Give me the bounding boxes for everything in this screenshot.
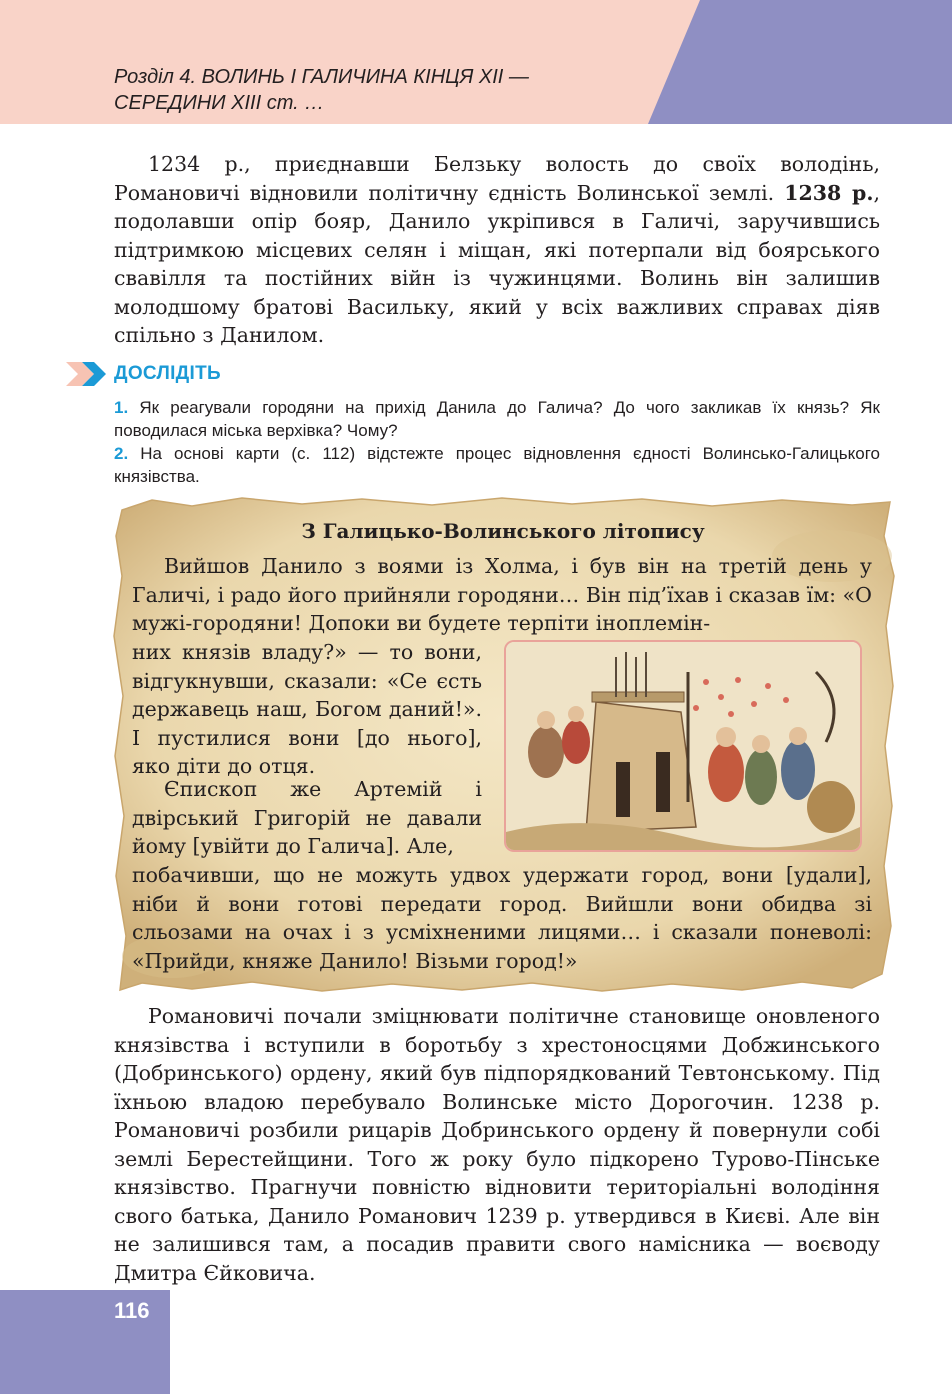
intro-text-1: 1234 р., приєднавши Белзьку волость до своїх володінь, Романовичі відновили політичну єдність Волинської землі. <box>114 152 880 205</box>
chronicle-miniature-image <box>504 640 862 852</box>
task-number: 2. <box>114 444 129 463</box>
chapter-title <box>114 64 529 116</box>
intro-bold-year: 1238 р. <box>784 180 874 205</box>
task-text: Як реагували городяни на прихід Данила до Галича? До чого закликав їх князь? Як поводилася міська верхівка? Чому? <box>114 398 880 440</box>
chapter-title-line-2: СЕРЕДИНИ XIII ст. … <box>114 92 325 114</box>
research-heading <box>66 362 221 386</box>
chronicle-title: З Галицько-Волинського літопису <box>301 519 705 543</box>
intro-paragraph <box>114 150 880 350</box>
research-task-1 <box>114 397 880 442</box>
intro-text-2: , подолавши опір бояр, Данило укріпився в Галичі, заручившись підтримкою місцевих селян і міщан, які потерпали від боярського свавілля та постійних війн із чужинцями. Волинь він залишив молодшому братові Васильку, який у всіх важливих справах діяв спільно з Данилом. <box>114 180 880 347</box>
chronicle-ending: побачивши, що не можуть удвох удержати город, вони [удали], ніби й вони готові передати город. Вийшли вони обидва зі сльозами на очах і з усміхненими лицями… і сказали поневолі: «Прийди, княже Данило! Візьми город!» <box>132 863 872 973</box>
task-text: На основі карти (с. 112) відстежте процес відновлення єдності Волинсько-Галицького князівства. <box>114 444 880 486</box>
research-task-2 <box>114 443 880 488</box>
double-chevron-icon <box>66 362 106 386</box>
research-title: ДОСЛІДІТЬ <box>114 363 221 384</box>
chronicle-opening-text: Вийшов Данило з воями із Холма, і був він на третій день у Галичі, і радо його прийняли городяни… Він під’їхав і сказав їм: «О мужі-городяни! Допоки ви будете терпіти іноплемін- <box>132 554 872 636</box>
chronicle-narrow-block-2 <box>132 775 482 861</box>
chapter-title-line-1: Розділ 4. ВОЛИНЬ І ГАЛИЧИНА КІНЦЯ XII — <box>114 66 529 88</box>
chronicle-narrow-text-2: Єпископ же Артемій і двірський Григорій не давали йому [увійти до Галича]. Але, <box>132 777 482 859</box>
main-paragraph <box>114 1002 880 1287</box>
task-number: 1. <box>114 398 129 417</box>
main-paragraph-text: Романовичі почали зміцнювати політичне становище оновленого князівства і вступили в боротьбу з хрестоносцями Добжинського (Добринського) ордену, який був підпорядкований Тевтонському. Під їхньою владою перебувало Волинське місто Дорогочин. 1238 р. Романовичі розбили рицарів Добринського ордену й повернули собі землі Берестейщини. Того ж року було підкорено Турово-Пінське князівство. Прагнучи повністю відновити територіальні володіння свого батька, Данило Романович 1239 р. утвердився в Києві. Але він не залишився там, а посадив правити свого намісника — воєводу Дмитра Єйковича. <box>114 1004 880 1285</box>
page-number: 116 <box>114 1298 150 1323</box>
chronicle-opening <box>132 552 872 638</box>
chronicle-narrow-block-1: них князів владу?» — то вони, відгукнувши, сказали: «Се єсть державець наш, Богом даний!». І пустилися вони [до нього], яко діти до отця. <box>132 640 482 779</box>
